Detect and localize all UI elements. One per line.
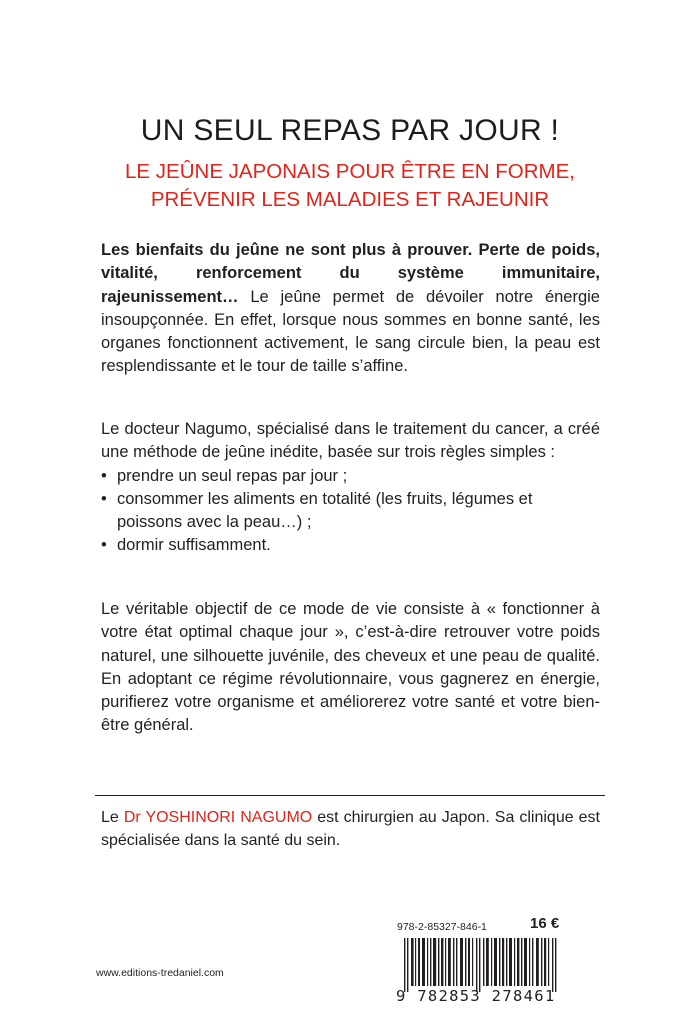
rules-list bbox=[101, 465, 600, 558]
rule-text: dormir suffisamment. bbox=[117, 536, 271, 555]
isbn-number: 978-2-85327-846-1 bbox=[397, 921, 487, 933]
author-bio bbox=[101, 806, 600, 852]
book-title: UN SEUL REPAS PAR JOUR ! bbox=[140, 114, 560, 147]
objective-paragraph: Le véritable objectif de ce mode de vie consiste à « fonctionner à votre état optimal chaque jour », c’est-à-dire retrouver votre poids naturel, une silhouette juvénile, des cheveux et une peau de qualité. En adoptant ce régime révolutionnaire, vous gagnerez en énergie, purifierez votre organisme et améliorerez votre santé et votre bien-être général. bbox=[101, 600, 600, 735]
bullet-icon: • bbox=[101, 536, 107, 555]
bullet-icon: • bbox=[101, 466, 107, 485]
intro-paragraph bbox=[101, 239, 600, 379]
list-item bbox=[101, 488, 600, 535]
rule-text: prendre un seul repas par jour ; bbox=[117, 466, 348, 485]
intro-bold-text: Les bienfaits du jeûne ne sont plus à prouver. Perte de poids, vitalité, renforcement du système immunitaire, rajeunissement… bbox=[101, 241, 600, 306]
rule-text: consommer les aliments en totalité (les fruits, légumes et poissons avec la peau…) ; bbox=[117, 489, 533, 532]
author-name: Dr YOSHINORI NAGUMO bbox=[123, 809, 313, 826]
price-label: 16 € bbox=[530, 915, 560, 932]
method-intro: Le docteur Nagumo, spécialisé dans le traitement du cancer, a créé une méthode de jeûne inédite, basée sur trois règles simples : bbox=[101, 420, 600, 462]
subtitle-line-2: PRÉVENIR LES MALADIES ET RAJEUNIR bbox=[150, 188, 550, 211]
publisher-website: www.editions-tredaniel.com bbox=[96, 967, 224, 979]
list-item bbox=[101, 534, 600, 557]
book-subtitle bbox=[0, 158, 700, 214]
author-prefix: Le bbox=[101, 809, 124, 826]
intro-text: Le jeûne permet de dévoiler notre énergie insoupçonnée. En effet, lorsque nous sommes en bonne santé, les organes fonctionnent activement, le sang circule bien, la peau est resplendissante et le tour de taille s’affine. bbox=[101, 287, 600, 376]
barcode-icon bbox=[402, 938, 560, 992]
barcode-digits: 9 782853 278461 bbox=[396, 987, 556, 1005]
author-suffix: est chirurgien au Japon. Sa clinique est spécialisée dans la santé du sein. bbox=[101, 809, 600, 849]
subtitle-line-1: LE JEÛNE JAPONAIS POUR ÊTRE EN FORME, bbox=[125, 160, 575, 183]
list-item bbox=[101, 465, 600, 488]
bullet-icon: • bbox=[101, 489, 107, 508]
divider bbox=[95, 795, 605, 796]
method-paragraph bbox=[101, 418, 600, 558]
